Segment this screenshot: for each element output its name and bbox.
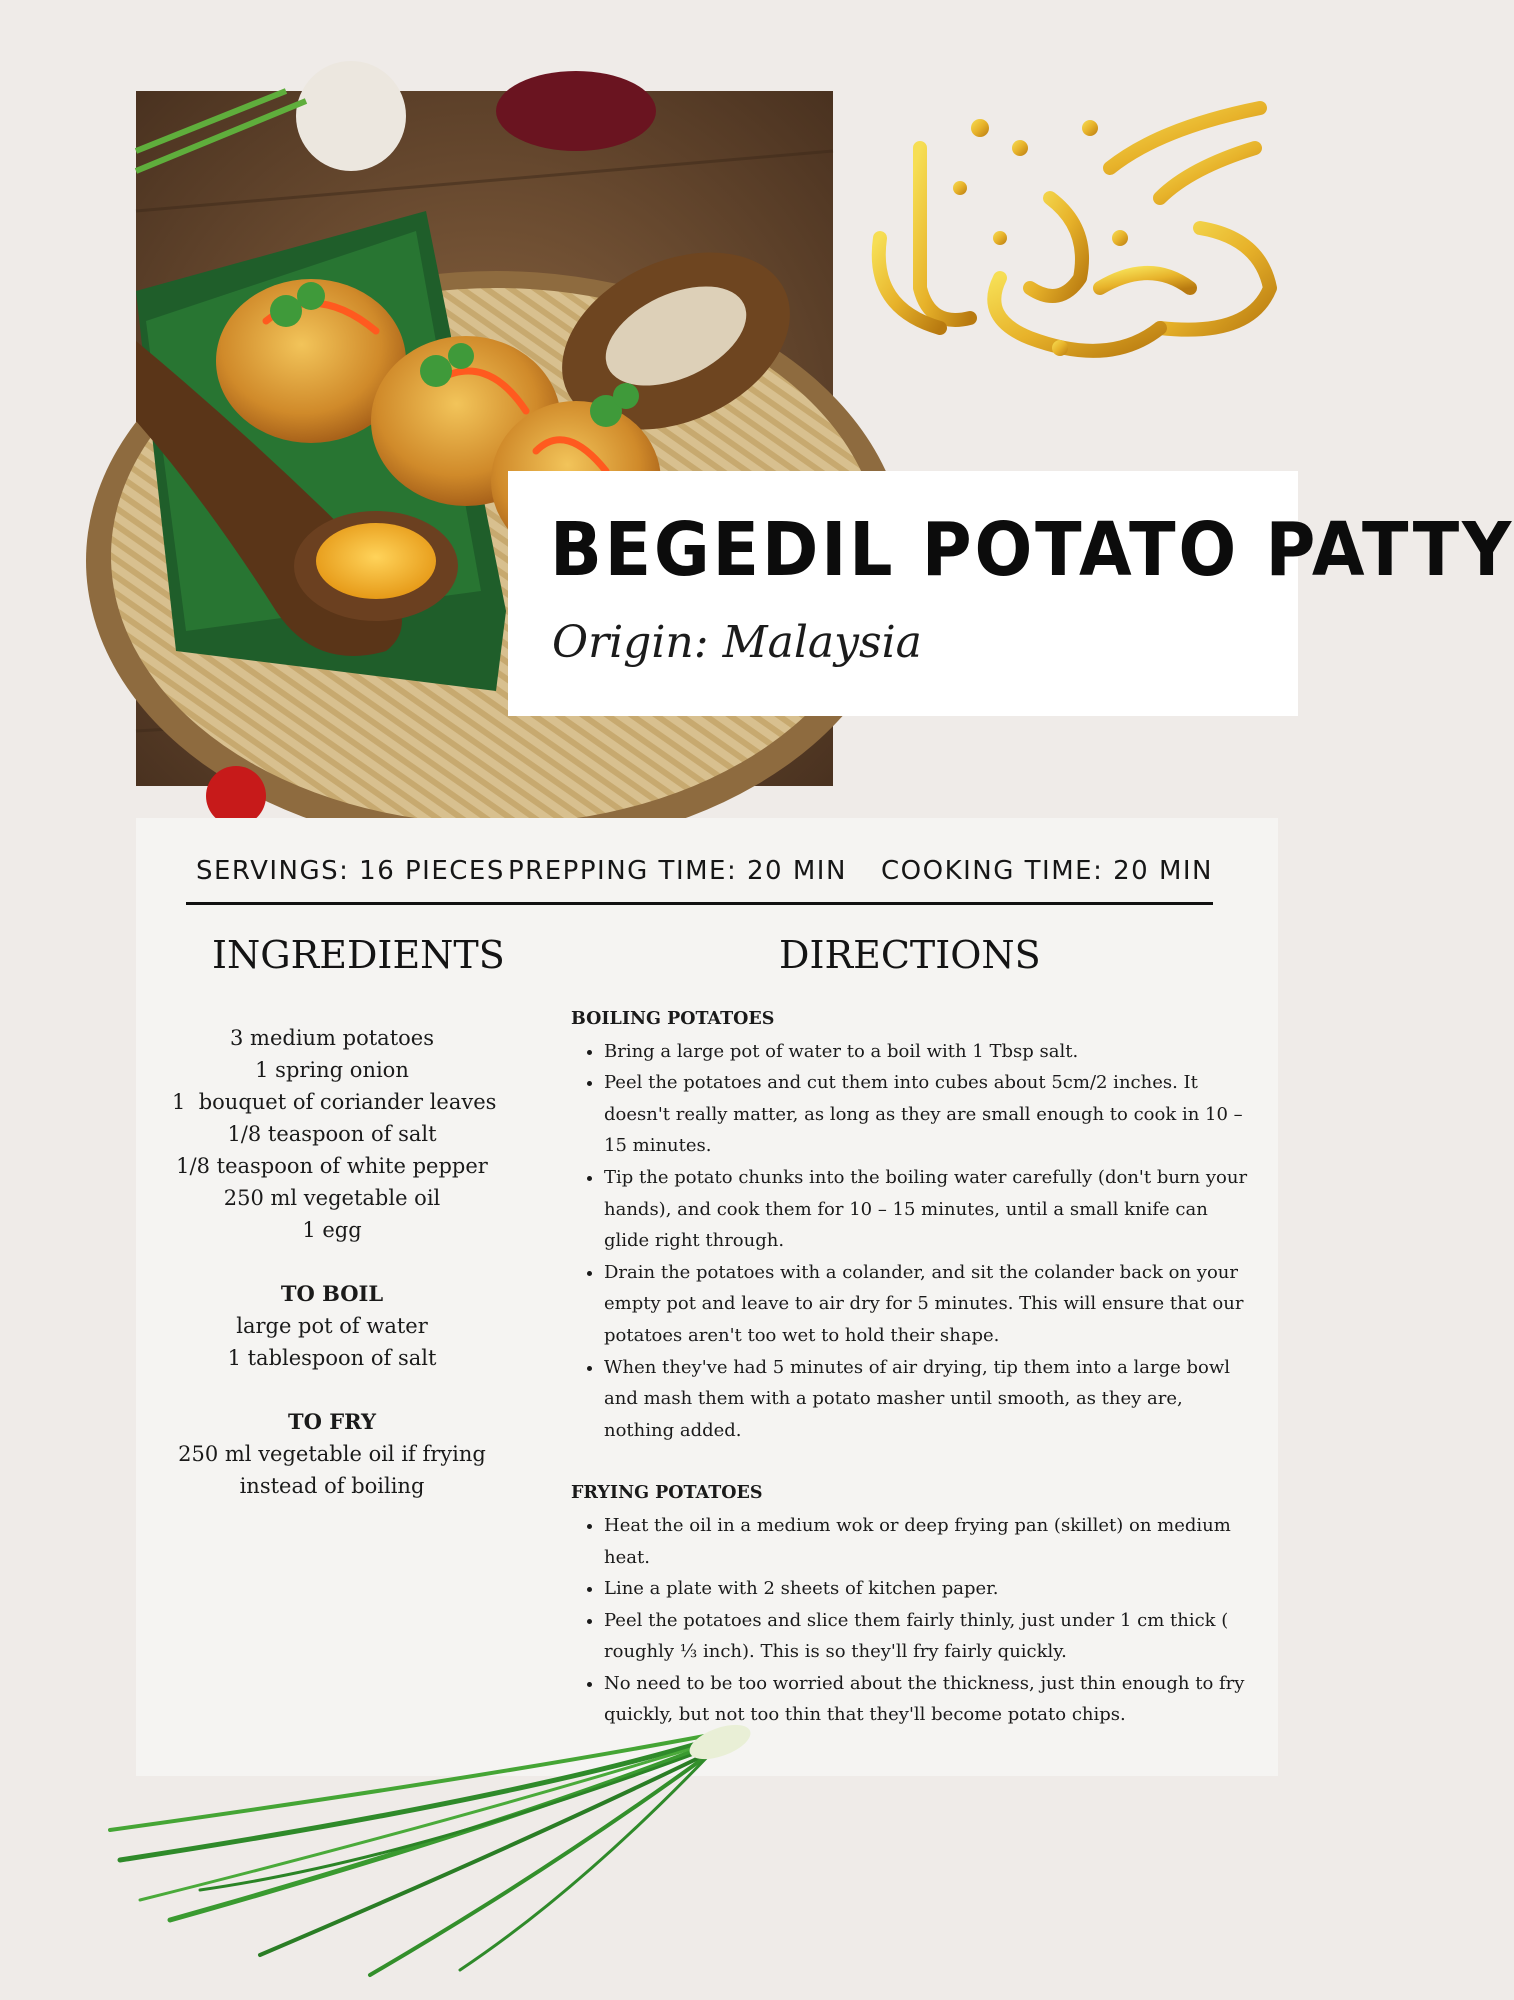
direction-step: • Peel the potatoes and cut them into cubes about 5cm/2 inches. It doesn't really matter, as long as they are small enough to cook in 10 – 15 minutes. — [604, 1067, 1251, 1162]
frying-steps — [571, 1510, 1251, 1731]
spring-onion-decoration — [110, 1720, 750, 1980]
ingredient-item: 250 ml vegetable oil — [223, 1186, 441, 1210]
directions-list — [571, 1004, 1251, 1731]
boiling-potatoes-heading: BOILING POTATOES — [571, 1009, 775, 1029]
direction-step: • Heat the oil in a medium wok or deep frying pan (skillet) on medium heat. — [604, 1510, 1251, 1573]
ingredient-item: instead of boiling — [239, 1474, 425, 1498]
recipe-title: BEGEDIL POTATO PATTY — [550, 507, 1514, 593]
direction-step: • Drain the potatoes with a colander, and sit the colander back on your empty pot and leave to air dry for 5 minutes. This will ensure that our potatoes aren't too wet to hold their shape. — [604, 1257, 1251, 1352]
ingredient-item: 1/8 teaspoon of white pepper — [176, 1154, 488, 1178]
ingredient-item: 1 egg — [302, 1218, 362, 1242]
direction-step: • Tip the potato chunks into the boiling water carefully (don't burn your hands), and cook them for 10 – 15 minutes, until a small knife can glide right through. — [604, 1162, 1251, 1257]
ingredient-item: 1 bouquet of coriander leaves — [172, 1090, 497, 1114]
boiling-steps — [571, 1036, 1251, 1447]
header-divider — [186, 902, 1213, 905]
ingredient-item: 1 spring onion — [255, 1058, 409, 1082]
direction-step: • No need to be too worried about the thickness, just thin enough to fry quickly, but not too thin that they'll become potato chips. — [604, 1668, 1251, 1731]
directions-heading: DIRECTIONS — [779, 933, 1041, 977]
direction-step: • Peel the potatoes and slice them fairly thinly, just under 1 cm thick ( roughly ⅓ inch). This is so they'll fry fairly quickly. — [604, 1605, 1251, 1668]
ramadan-kareem-calligraphy — [860, 88, 1290, 378]
ingredient-item: 3 medium potatoes — [230, 1026, 434, 1050]
recipe-origin: Origin: Malaysia — [552, 617, 922, 668]
servings-info: SERVINGS: 16 PIECES — [196, 856, 505, 886]
ingredient-item: large pot of water — [236, 1314, 428, 1338]
prepping-time-info: PREPPING TIME: 20 MIN — [508, 856, 847, 886]
ingredients-list — [172, 1022, 497, 1502]
direction-step: • When they've had 5 minutes of air drying, tip them into a large bowl and mash them with a potato masher until smooth, as they are, nothing added. — [604, 1352, 1251, 1447]
to-boil-heading: TO BOIL — [280, 1281, 384, 1306]
title-card — [508, 471, 1514, 716]
frying-potatoes-heading: FRYING POTATOES — [571, 1483, 763, 1504]
direction-step: • Bring a large pot of water to a boil with 1 Tbsp salt. — [604, 1036, 1251, 1068]
ingredient-item: 1/8 teaspoon of salt — [227, 1122, 437, 1146]
ingredient-item: 250 ml vegetable oil if frying — [178, 1442, 486, 1466]
to-fry-heading: TO FRY — [288, 1409, 376, 1434]
cooking-time-info: COOKING TIME: 20 MIN — [881, 856, 1213, 886]
ingredients-heading: INGREDIENTS — [212, 933, 505, 977]
recipe-panel — [136, 818, 1278, 1776]
direction-step: • Line a plate with 2 sheets of kitchen paper. — [604, 1573, 1251, 1605]
ingredient-item: 1 tablespoon of salt — [227, 1346, 437, 1370]
